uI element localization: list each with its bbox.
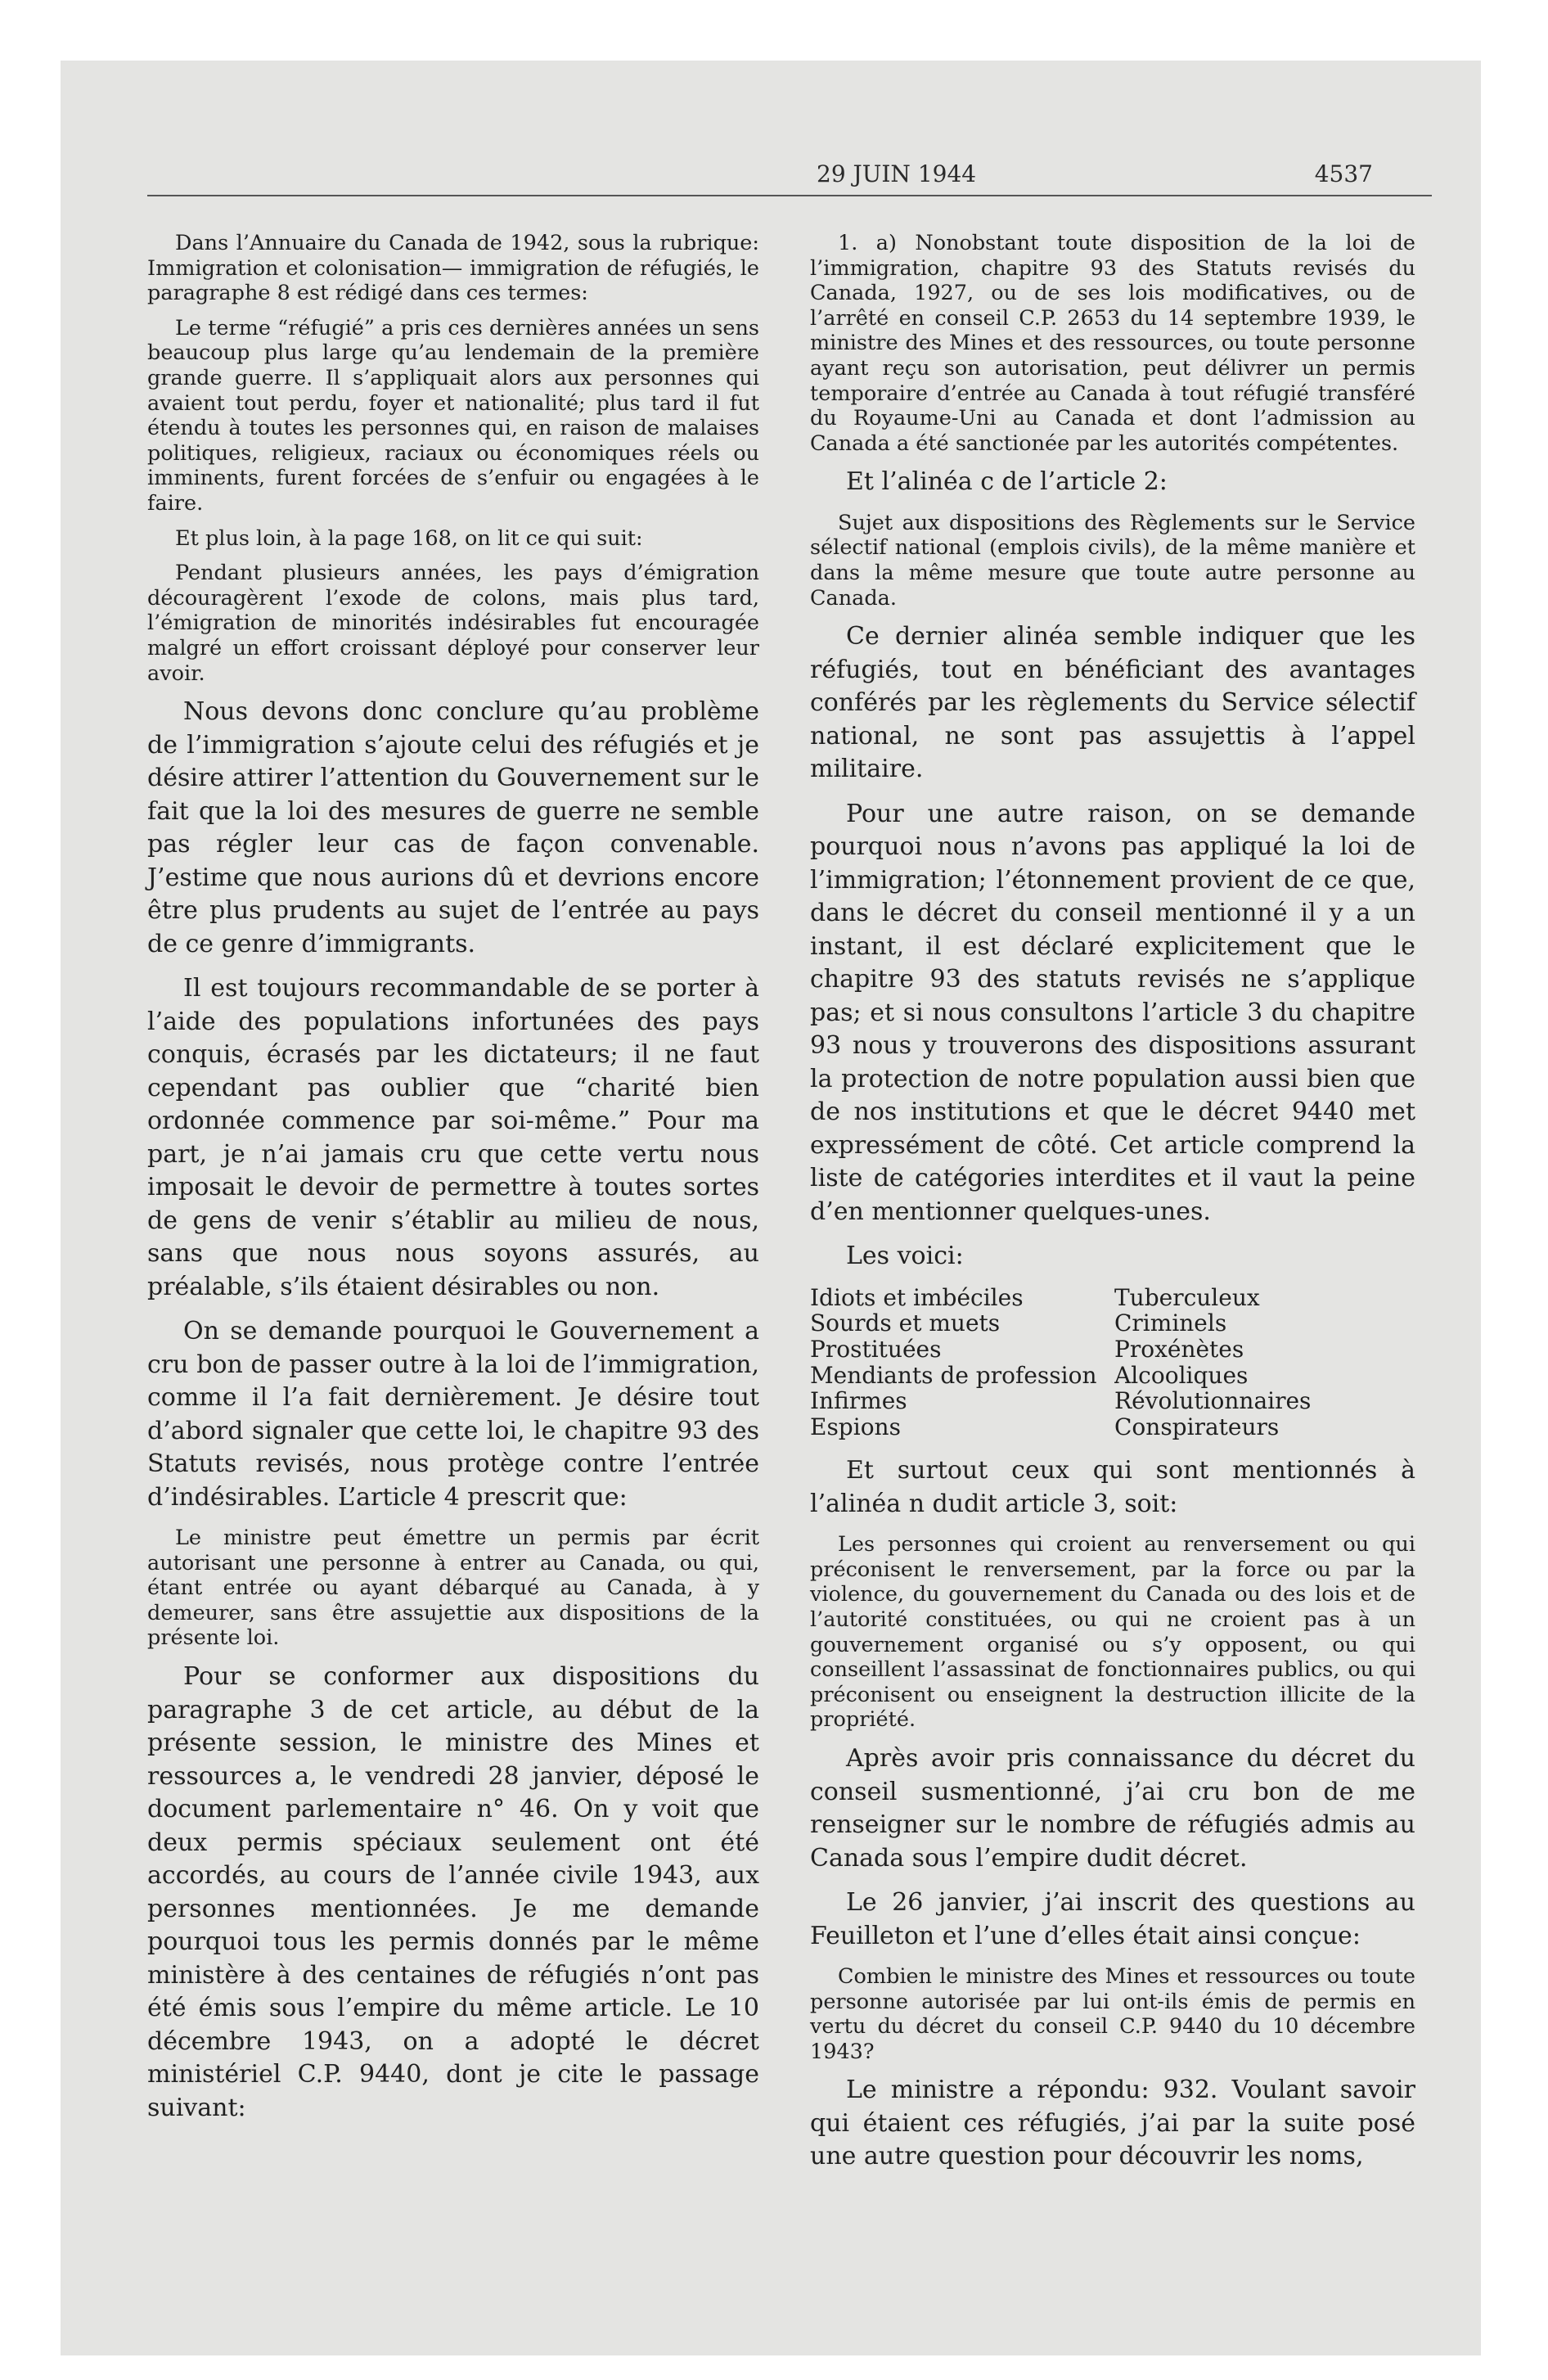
body-paragraph: Ce dernier alinéa semble indiquer que les réfugiés, tout en bénéficiant des avantages conférés par les règlements du Service sélectif national, ne sont pas assujettis à l’appel militaire. <box>810 622 1415 784</box>
body-paragraph: Et l’alinéa c de l’article 2: <box>846 467 1168 497</box>
quoted-passage: Les personnes qui croient au renversement ou qui préconisent le renversement, par la force ou par la violence, du gouvernement du Canada ou des lois et de l’autorité constituées, ou qui ne croient pas à un gouvernement organisé ou s’y opposent, ou qui conseillent l’assassinat de fonctionnaires publics, ou qui préconisent ou enseignent la destruction illicite de la propriété. <box>810 1532 1415 1733</box>
body-paragraph: Les voici: <box>846 1242 964 1271</box>
body-paragraph: Le ministre a répondu: 932. Voulant savoir qui étaient ces réfugiés, j’ai par la suite posé une autre question pour découvrir les noms, <box>810 2076 1415 2171</box>
page-number: 4537 <box>1314 160 1373 187</box>
excluded-categories-list <box>810 1285 1415 1440</box>
category-item: Révolutionnaires <box>1114 1388 1312 1414</box>
quoted-passage: Combien le ministre des Mines et ressources ou toute personne autorisée par lui ont-ils émis de permis en vertu du décret du conseil C.P. 9440 du 10 décembre 1943? <box>810 1964 1415 2064</box>
category-item: Alcooliques <box>1114 1362 1249 1389</box>
left-column <box>147 231 759 2136</box>
body-paragraph: Il est toujours recommandable de se porter à l’aide des populations infortunées des pays conquis, écrasés par les dictateurs; il ne faut cependant pas oublier que “charité bien ordonnée commence par soi-même.” Pour ma part, je n’ai jamais cru que cette vertu nous imposait le devoir de permettre à toutes sortes de gens de venir s’établir au milieu de nous, sans que nous nous soyons assurés, au préalable, s’ils étaient désirables ou non. <box>147 974 759 1301</box>
category-item: Idiots et imbéciles <box>810 1284 1024 1311</box>
quoted-passage: Et plus loin, à la page 168, on lit ce qui suit: <box>175 525 643 551</box>
category-item: Tuberculeux <box>1114 1284 1260 1311</box>
page-header <box>817 160 1373 193</box>
body-paragraph: Nous devons donc conclure qu’au problème de l’immigration s’ajoute celui des réfugiés et je désire attirer l’attention du Gouvernement sur le fait que la loi des mesures de guerre ne semble pas régler leur cas de façon convenable. J’estime que nous aurions dû et devrions encore être plus prudents au sujet de l’entrée au pays de ce genre d’immigrants. <box>147 697 759 958</box>
quoted-passage: Le terme “réfugié” a pris ces dernières années un sens beaucoup plus large qu’au lendemain de la première grande guerre. Il s’appliquait alors aux personnes qui avaient tout perdu, foyer et nationalité; plus tard il fut étendu à toutes les personnes qui, en raison de malaises politiques, religieux, raciaux ou économiques réels ou imminents, furent forcées de s’enfuir ou engagées à le faire. <box>147 315 759 516</box>
category-item: Conspirateurs <box>1114 1413 1280 1440</box>
quoted-passage: 1. a) Nonobstant toute disposition de la loi de l’immigration, chapitre 93 des Statuts revisés du Canada, 1927, ou de ses lois modificatives, ou de l’arrêté en conseil C.P. 2653 du 14 septembre 1939, le ministre des Mines et des ressources, ou toute personne ayant reçu son autorisation, peut délivrer un permis temporaire d’entrée au Canada à tout réfugié transféré du Royaume-Uni au Canada et dont l’admission au Canada a été sanctionée par les autorités compétentes. <box>810 231 1415 456</box>
body-paragraph: Pour se conformer aux dispositions du paragraphe 3 de cet article, au début de la présente session, le ministre des Mines et ressources a, le vendredi 28 janvier, déposé le document parlementaire n° 46. On y voit que deux permis spéciaux seulement ont été accordés, au cours de l’année civile 1943, aux personnes mentionnées. Je me demande pourquoi tous les permis donnés par le même ministère à des centaines de réfugiés n’ont pas été émis sous l’empire du même article. Le 10 décembre 1943, on a adopté le décret ministériel C.P. 9440, dont je cite le passage suivant: <box>147 1662 759 2122</box>
header-date: 29 JUIN 1944 <box>817 160 977 187</box>
quoted-passage: Pendant plusieurs années, les pays d’émigration découragèrent l’exode de colons, mais plus tard, l’émigration de minorités indésirables fut encouragée malgré un effort croissant déployé pour conserver leur avoir. <box>147 561 759 686</box>
category-item: Infirmes <box>810 1388 907 1414</box>
category-item: Criminels <box>1114 1310 1227 1336</box>
category-item: Espions <box>810 1413 901 1440</box>
body-paragraph: Et surtout ceux qui sont mentionnés à l’alinéa n dudit article 3, soit: <box>810 1456 1415 1518</box>
category-item: Mendiants de profession <box>810 1362 1097 1389</box>
body-paragraph: On se demande pourquoi le Gouvernement a cru bon de passer outre à la loi de l’immigration, comme il l’a fait dernièrement. Je désire tout d’abord signaler que cette loi, le chapitre 93 des Statuts revisés, nous protège contre l’entrée d’indésirables. L’article 4 prescrit que: <box>147 1317 759 1512</box>
quoted-passage: Dans l’Annuaire du Canada de 1942, sous la rubrique: Immigration et colonisation— immigration de réfugiés, le paragraphe 8 est rédigé dans ces termes: <box>147 231 759 306</box>
body-paragraph: Le 26 janvier, j’ai inscrit des questions au Feuilleton et l’une d’elles était ainsi conçue: <box>810 1888 1415 1950</box>
category-item: Sourds et muets <box>810 1310 1001 1336</box>
right-column <box>810 231 1415 2185</box>
category-item: Proxénètes <box>1114 1336 1244 1363</box>
category-item: Prostituées <box>810 1336 942 1363</box>
body-paragraph: Après avoir pris connaissance du décret du conseil susmentionné, j’ai cru bon de me renseigner sur le nombre de réfugiés admis au Canada sous l’empire dudit décret. <box>810 1744 1415 1873</box>
quoted-passage: Sujet aux dispositions des Règlements sur le Service sélectif national (emplois civils), de la même manière et dans la même mesure que toute autre personne au Canada. <box>810 510 1415 611</box>
body-paragraph: Pour une autre raison, on se demande pourquoi nous n’avons pas appliqué la loi de l’immigration; l’étonnement provient de ce que, dans le décret du conseil mentionné il y a un instant, il est déclaré explicitement que le chapitre 93 des statuts revisés ne s’applique pas; et si nous consultons l’article 3 du chapitre 93 nous y trouverons des dispositions assurant la protection de notre population aussi bien que de nos institutions et que le décret 9440 met expressément de côté. Cet article comprend la liste de catégories interdites et il vaut la peine d’en mentionner quelques-unes. <box>810 799 1415 1226</box>
quoted-passage: Le ministre peut émettre un permis par écrit autorisant une personne à entrer au Canada, ou qui, étant entrée ou ayant débarqué au Canada, à y demeurer, sans être assujettie aux dispositions de la présente loi. <box>147 1526 759 1651</box>
header-rule <box>147 195 1432 196</box>
